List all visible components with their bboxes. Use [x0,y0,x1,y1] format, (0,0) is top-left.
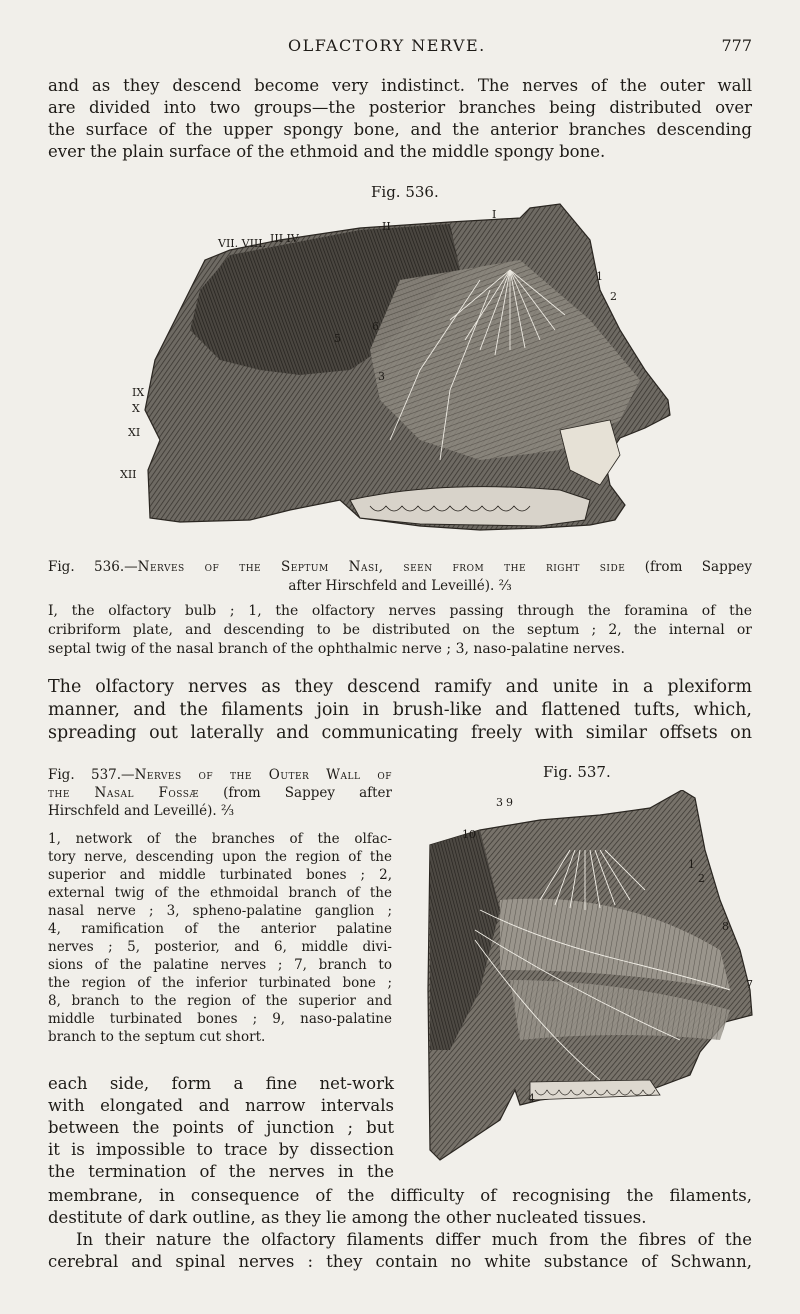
scale-fraction: ⅔ [221,803,235,819]
fig536-label-iii-iv: III IV [270,232,299,245]
scale-fraction: ⅔ [498,578,512,594]
fig536-label-6: 6 [372,320,379,333]
figure-536-illustration [120,200,680,540]
figure-536-legend [48,602,752,659]
fig537-label-1: 1 [688,858,695,871]
legend-line: external twig of the ethmoidal branch of the [48,885,392,901]
caption-source-cont: Hirschfeld and Leveillé). [48,803,217,819]
text-line: the termination of the nerves in the [48,1162,394,1181]
text-line: each side, form a fine net-work [48,1074,394,1093]
caption-prefix: Fig. 537.— [48,767,135,783]
figure-536-caption [48,558,752,596]
caption-title: Nerves of the Outer Wall of [134,767,393,783]
figure-537-caption [48,766,392,820]
legend-line: nerves ; 5, posterior, and 6, middle divi- [48,939,392,955]
legend-line: superior and middle turbinated bones ; 2, [48,867,392,883]
caption-source-cont: after Hirschfeld and Leveillé). [288,578,495,594]
fig536-label-I: I [492,208,497,221]
text-line: spreading out laterally and communicating freely with similar offsets on [48,723,752,743]
text-line: cerebral and spinal nerves : they contain no white substance of Schwann, [48,1252,752,1271]
text-line: it is impossible to trace by dissection [48,1140,394,1159]
legend-line: sions of the palatine nerves ; 7, branch to [48,957,392,973]
text-line: with elongated and narrow intervals [48,1096,394,1115]
legend-line: 8, branch to the region of the superior and [48,993,392,1009]
olfactory-paragraph [48,676,752,745]
intro-paragraph [48,75,752,163]
fig537-label-9: 9 [506,796,513,809]
fig537-label-7: 7 [746,978,753,991]
legend-line: cribriform plate, and descending to be distributed on the septum ; 2, the internal or [48,622,752,638]
text-line: The olfactory nerves as they descend ramify and unite in a plexiform [48,677,752,697]
figure-537-legend [48,830,392,1046]
caption-prefix: Fig. 536.— [48,559,138,575]
text-line: manner, and the filaments join in brush-like and flattened tufts, which, [48,700,752,720]
legend-line: tory nerve, descending upon the region of the [48,849,392,865]
fig536-label-IX: IX [132,386,145,399]
figure-537-label: Fig. 537. [543,763,611,781]
running-title: OLFACTORY NERVE. [288,36,486,55]
fig537-label-2: 2 [698,872,705,885]
fig536-label-3: 3 [378,370,385,383]
fig536-label-1: 1 [596,270,603,283]
legend-line: septal twig of the nasal branch of the ophthalmic nerve ; 3, naso-palatine nerves. [48,641,625,657]
caption-source: (from Sappey after [223,785,393,801]
legend-line: 1, network of the branches of the olfac- [48,831,392,847]
running-head [0,36,800,58]
fig536-label-XI: XI [128,426,141,439]
legend-line: the region of the inferior turbinated bone ; [48,975,392,991]
figure-537-illustration [420,790,760,1170]
text-line: are divided into two groups—the posterior branches being distributed over [48,98,752,117]
caption-title: Nerves of the Septum Nasi, seen from the right side [137,559,626,575]
legend-line: branch to the septum cut short. [48,1029,266,1045]
fig536-label-X: X [132,402,140,415]
fig536-label-XII: XII [120,468,137,481]
fig536-label-II: II [382,220,391,233]
legend-line: I, the olfactory bulb ; 1, the olfactory nerves passing through the foramina of the [48,603,752,619]
caption-source: (from Sappey [644,559,752,575]
fig537-label-8: 8 [722,920,729,933]
text-line: between the points of junction ; but [48,1118,394,1137]
column-paragraph [48,1073,394,1183]
text-line: and as they descend become very indistinct. The nerves of the outer wall [48,76,752,95]
caption-title-cont: the Nasal Fossæ [48,785,199,801]
closing-paragraph [48,1185,752,1273]
fig536-label-vii: VII. VIII. [218,237,267,250]
text-line: In their nature the olfactory filaments differ much from the fibres of the [76,1230,752,1249]
text-line: ever the plain surface of the ethmoid and the middle spongy bone. [48,142,606,161]
fig537-label-4: 4 [528,1092,535,1105]
legend-line: 4, ramification of the anterior palatine [48,921,392,937]
legend-line: nasal nerve ; 3, spheno-palatine ganglion ; [48,903,392,919]
legend-line: middle turbinated bones ; 9, naso-palatine [48,1011,392,1027]
figure-536-label: Fig. 536. [371,183,439,201]
page-number: 777 [721,36,752,55]
fig537-label-3: 3 [496,796,503,809]
fig536-label-2: 2 [610,290,617,303]
text-line: destitute of dark outline, as they lie among the other nucleated tissues. [48,1208,647,1227]
fig537-label-10: 10 [462,828,476,841]
text-line: the surface of the upper spongy bone, and the anterior branches descending [48,120,752,139]
text-line: membrane, in consequence of the difficulty of recognising the filaments, [48,1186,752,1205]
fig536-label-5: 5 [334,332,341,345]
